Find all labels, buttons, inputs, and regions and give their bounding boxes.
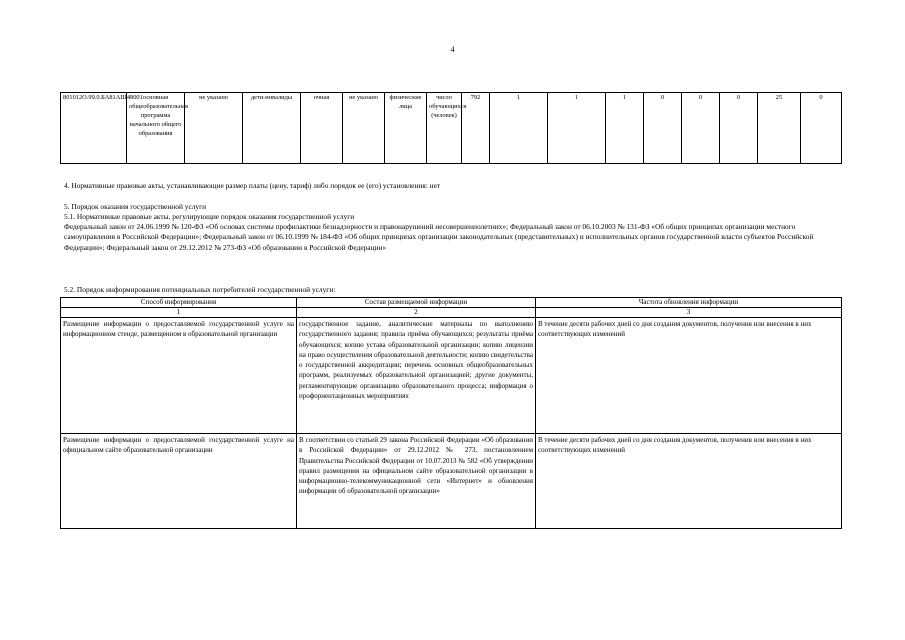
table-cell: 1 (606, 93, 644, 164)
section-4-text: 4. Нормативные правовые акты, устанавливающие размер платы (цену, тариф) либо порядок ее (его) установления: нет (64, 181, 441, 190)
table-cell: 792 (462, 93, 490, 164)
table-row (61, 434, 842, 529)
frequency-cell: В течение десяти рабочих дней со дня создания документов, получения или внесения в них соответствующих изменений (536, 434, 842, 529)
table-cell: 0 (801, 93, 842, 164)
table-cell: 0 (644, 93, 682, 164)
table-row (61, 318, 842, 434)
column-number-row (61, 308, 842, 318)
column-number: 3 (536, 308, 842, 318)
table-cell: 1 (548, 93, 606, 164)
column-number: 2 (297, 308, 536, 318)
table-cell: 1 (490, 93, 548, 164)
table-cell: физические лица (385, 93, 427, 164)
registry-number-cell: 801012О.99.0.БА81АЩ48001 (61, 93, 127, 164)
table-cell: 0 (720, 93, 758, 164)
column-number: 1 (61, 308, 297, 318)
table-cell: 0 (682, 93, 720, 164)
method-cell: Размещение информации о предоставляемой государственной услуге на официальном сайте образовательной организации (61, 434, 297, 529)
section-5-2-title: 5.2. Порядок информирования потенциальных потребителей государственной услуги: (64, 285, 336, 294)
content-cell: В соответствии со статьей 29 закона Российской Федерации «Об образовании в Российской Федерации» от 29.12.2012 № 273, постановлением Правительства Российской Федерации от 10.07.2013 № 582 «Об утверждении правил размещения на официальном сайте образовательной организации в информационно-телекоммуникационной сети «Интернет» и обновления информации об образовательной организации» (297, 434, 536, 529)
column-header: Частота обновления информации (536, 298, 842, 308)
section-5-1-title: 5.1. Нормативные правовые акты, регулирующие порядок оказания государственной услуги (64, 212, 355, 221)
table-cell: дети-инвалиды (243, 93, 301, 164)
table-cell: не указано (343, 93, 385, 164)
page-number: 4 (450, 45, 455, 54)
column-header: Состав размещаемой информации (297, 298, 536, 308)
frequency-cell: В течение десяти рабочих дней со дня создания документов, получения или внесения в них соответствующих изменений (536, 318, 842, 434)
table-cell: не указано (185, 93, 243, 164)
column-header: Способ информирования (61, 298, 297, 308)
table-cell: 25 (758, 93, 801, 164)
table-cell: очная (301, 93, 343, 164)
content-cell: государственное задание, аналитические материалы по выполнению государственного задания; правила приёма обучающихся; результаты приёма обучающихся; копию устава образовательной организации; копию лицензии на право осуществления образовательной деятельности; копию свидетельства о государственной аккредитации; перечень основных общеобразовательных программ, реализуемых образовательной организацией; другие документы, регламентирующие организацию образовательного процесса; информация о профориентационных мероприятиях (297, 318, 536, 434)
normative-acts-text: Федеральный закон от 24.06.1999 № 120-ФЗ «Об основах системы профилактики безнадзорности и правонарушений несовершеннолетних»; Федеральный закон от 06.10.2003 № 131-ФЗ «Об общих принципах организации местного самоуправления в Российской Федерации»; Федеральный закон от 06.10.1999 № 184-ФЗ «Об общих принципах организации законодательных (представительных) и исполнительных органов государственной власти субъектов Российской Федерации»; Федеральный закон от 29.12.2012 № 273-ФЗ «Об образовании в Российской Федерации» (64, 222, 814, 252)
method-cell: Размещение информации о предоставляемой государственной услуге на информационном стенде, размещенном в образовательной организации (61, 318, 297, 434)
section-5-title: 5. Порядок оказания государственной услуги (64, 202, 207, 211)
table-header-row (61, 298, 842, 308)
table-row (61, 93, 842, 164)
volume-indicators-table (60, 92, 842, 164)
table-cell: число обучающихся (человек) (427, 93, 462, 164)
information-procedure-table (60, 297, 842, 529)
program-cell: основная общеобразовательная программа начального общего образования (127, 93, 185, 164)
